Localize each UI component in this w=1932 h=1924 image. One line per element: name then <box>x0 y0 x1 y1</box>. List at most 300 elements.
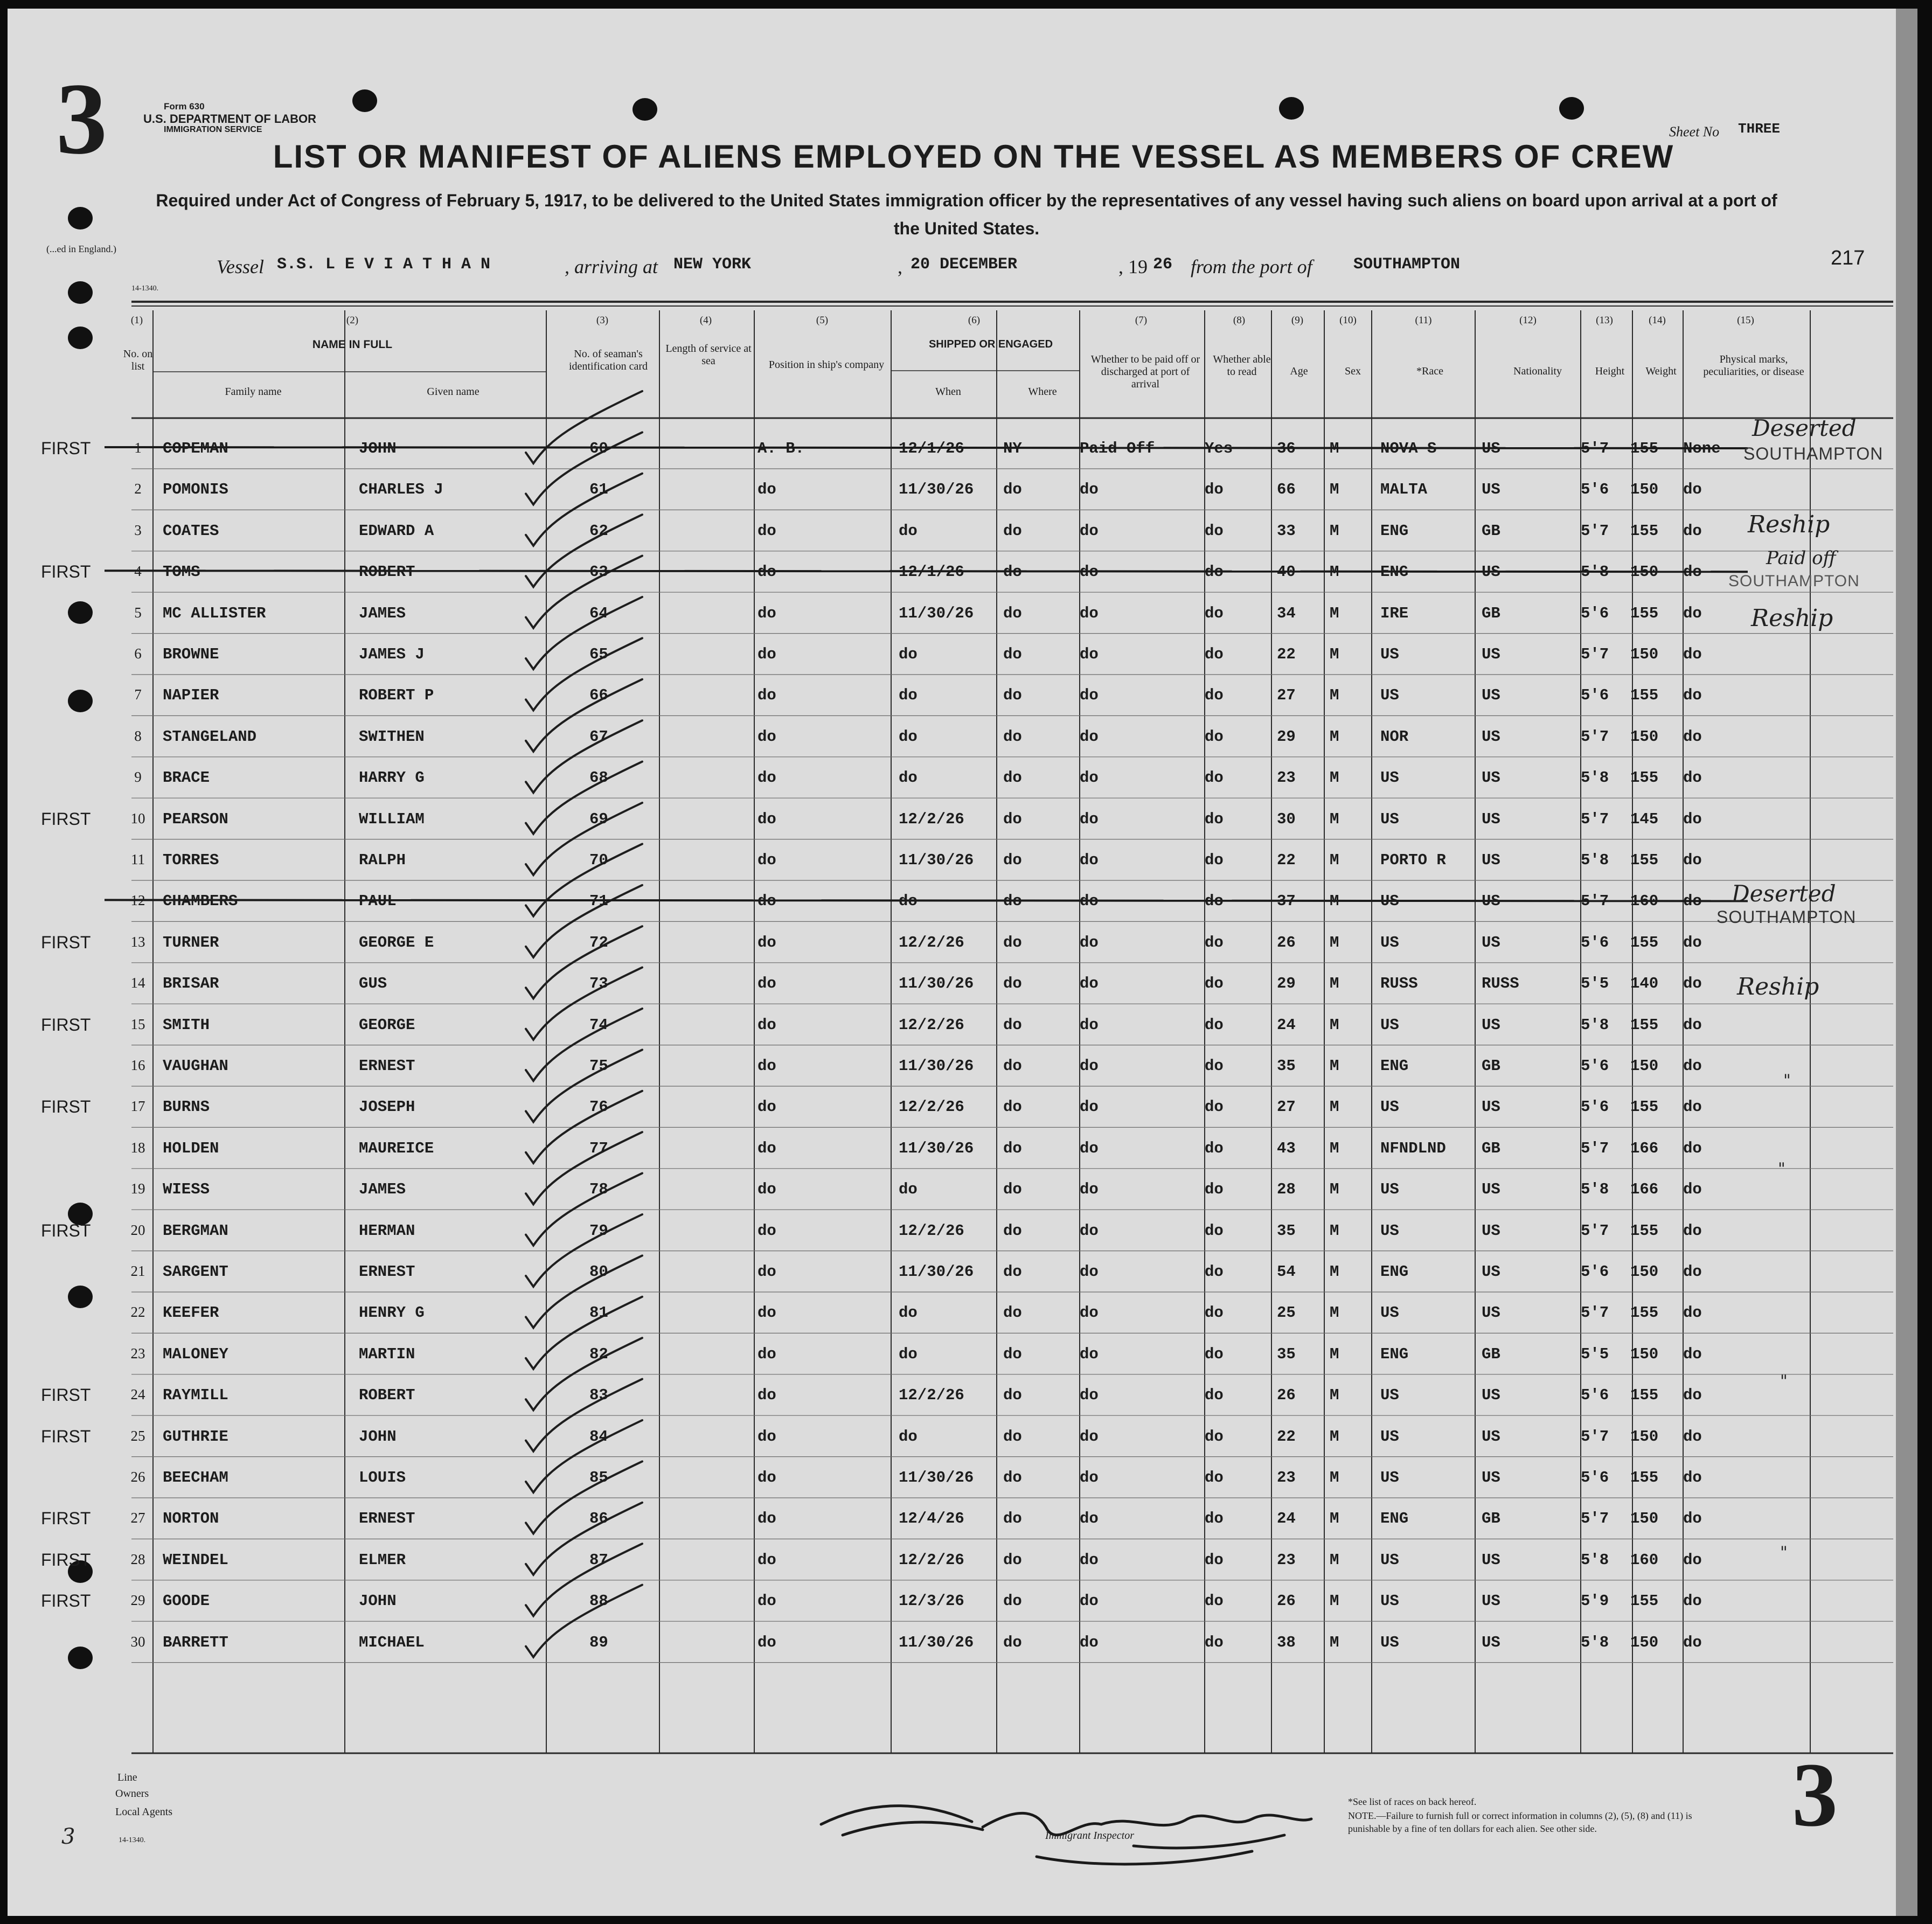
cell-where: do <box>1003 892 1022 911</box>
cell-position: do <box>757 975 776 993</box>
cell-paid: do <box>1080 1180 1099 1199</box>
cell-read: do <box>1205 1510 1224 1528</box>
cell-when: do <box>899 645 918 663</box>
cell-read: do <box>1205 1221 1224 1240</box>
cell-race: US <box>1380 1592 1399 1610</box>
cell-no: 15 <box>130 1016 145 1032</box>
cell-race: US <box>1380 769 1399 787</box>
cell-paid: do <box>1080 563 1099 581</box>
cell-no: 17 <box>130 1098 145 1115</box>
cell-height: 5'5 <box>1581 975 1609 993</box>
col-race: *Race <box>1416 365 1443 377</box>
column-number: (11) <box>1415 315 1432 326</box>
check-mark <box>526 391 642 463</box>
cell-nat: US <box>1482 1592 1500 1610</box>
cell-height: 5'6 <box>1581 604 1609 622</box>
cell-marks: None <box>1683 440 1721 457</box>
column-number: (7) <box>1135 315 1148 326</box>
cell-read: Yes <box>1205 440 1233 457</box>
cell-nat: US <box>1482 481 1500 499</box>
cell-marks: do <box>1683 1427 1702 1446</box>
cell-weight: 145 <box>1630 810 1659 828</box>
cell-sex: M <box>1330 522 1339 540</box>
cell-sex: M <box>1330 769 1339 787</box>
cell-no: 8 <box>134 727 142 744</box>
cell-marks: do <box>1683 1016 1702 1034</box>
cell-weight: 155 <box>1630 1016 1659 1034</box>
row1-annotation: Deserted <box>1752 415 1857 441</box>
cell-race: PORTO R <box>1380 851 1446 869</box>
cell-given: SWITHEN <box>359 727 425 746</box>
cell-family: WIESS <box>163 1180 210 1199</box>
cell-marks: do <box>1683 892 1702 911</box>
margin-first-label: FIRST <box>41 439 91 458</box>
cell-weight: 150 <box>1630 563 1659 581</box>
cell-height: 5'6 <box>1581 1057 1609 1075</box>
cell-read: do <box>1205 1304 1224 1322</box>
cell-sex: M <box>1330 727 1339 746</box>
cell-nat: US <box>1482 1386 1500 1405</box>
cell-where: do <box>1003 1304 1022 1322</box>
cell-when: 12/4/26 <box>899 1510 964 1528</box>
race-note: *See list of races on back hereof. <box>1348 1796 1477 1807</box>
cell-paid: do <box>1080 1386 1099 1405</box>
cell-height: 5'6 <box>1581 1098 1609 1116</box>
col-paid-off: Whether to be paid off or discharged at port of arrival <box>1090 353 1200 390</box>
cell-age: 29 <box>1277 727 1296 746</box>
cell-height: 5'8 <box>1581 1180 1609 1199</box>
cell-paid: do <box>1080 1592 1099 1610</box>
cell-given: ERNEST <box>359 1510 415 1528</box>
cell-weight: 155 <box>1630 440 1659 457</box>
check-mark <box>526 515 642 587</box>
cell-family: BRISAR <box>163 975 219 993</box>
cell-read: do <box>1205 686 1224 705</box>
cell-family: WEINDEL <box>163 1551 228 1569</box>
cell-sex: M <box>1330 975 1339 993</box>
cell-height: 5'5 <box>1581 1345 1609 1363</box>
row12-stamp: SOUTHAMPTON <box>1716 907 1857 927</box>
cell-card: 74 <box>589 1016 608 1034</box>
cell-position: do <box>757 1139 776 1157</box>
cell-position: do <box>757 1469 776 1487</box>
cell-read: do <box>1205 810 1224 828</box>
cell-height: 5'8 <box>1581 1551 1609 1569</box>
vessel-label: Vessel <box>217 256 264 277</box>
cell-sex: M <box>1330 1510 1339 1528</box>
from-label: from the port of <box>1191 256 1312 277</box>
print-code: 14-1340. <box>131 284 159 293</box>
cell-paid: do <box>1080 686 1099 705</box>
cell-sex: M <box>1330 1386 1339 1405</box>
cell-marks: do <box>1683 851 1702 869</box>
cell-card: 62 <box>589 522 608 540</box>
cell-family: COATES <box>163 522 219 540</box>
column-number: (10) <box>1339 315 1357 326</box>
cell-read: do <box>1205 851 1224 869</box>
cell-age: 22 <box>1277 1427 1296 1446</box>
cell-when: 12/2/26 <box>899 1098 964 1116</box>
row1-stamp: SOUTHAMPTON <box>1743 444 1884 463</box>
cell-weight: 150 <box>1630 727 1659 746</box>
column-number: (4) <box>699 315 712 326</box>
cell-when: 12/2/26 <box>899 933 964 951</box>
cell-card: 88 <box>589 1592 608 1610</box>
cell-no: 26 <box>130 1469 145 1485</box>
column-number: (9) <box>1291 315 1304 326</box>
cell-family: GOODE <box>163 1592 210 1610</box>
cell-race: NFNDLND <box>1380 1139 1446 1157</box>
cell-when: 12/2/26 <box>899 810 964 828</box>
cell-given: GEORGE <box>359 1016 415 1034</box>
cell-weight: 140 <box>1630 975 1659 993</box>
col-when: When <box>935 386 961 398</box>
cell-height: 5'7 <box>1581 1510 1609 1528</box>
cell-card: 69 <box>589 810 608 828</box>
cell-family: TURNER <box>163 933 219 951</box>
ditto-mark: " <box>1778 1159 1785 1178</box>
cell-nat: GB <box>1482 604 1500 622</box>
arriving-label: , arriving at <box>565 256 658 277</box>
cell-race: RUSS <box>1380 975 1418 993</box>
cell-read: do <box>1205 1551 1224 1569</box>
cell-given: ELMER <box>359 1551 406 1569</box>
cell-age: 40 <box>1277 563 1296 581</box>
cell-nat: GB <box>1482 1345 1500 1363</box>
cell-read: do <box>1205 604 1224 622</box>
col-position: Position in ship's company <box>768 359 885 371</box>
cell-sex: M <box>1330 686 1339 705</box>
ditto-mark: " <box>1780 1543 1788 1562</box>
cell-position: do <box>757 563 776 581</box>
cell-sex: M <box>1330 1016 1339 1034</box>
cell-marks: do <box>1683 1098 1702 1116</box>
cell-height: 5'7 <box>1581 1427 1609 1446</box>
cell-no: 30 <box>130 1633 145 1650</box>
cell-age: 23 <box>1277 1551 1296 1569</box>
cell-nat: US <box>1482 1304 1500 1322</box>
cell-race: US <box>1380 810 1399 828</box>
ditto-mark: " <box>1780 1372 1788 1391</box>
cell-nat: US <box>1482 933 1500 951</box>
cell-given: JAMES <box>359 1180 406 1199</box>
cell-nat: US <box>1482 727 1500 746</box>
cell-height: 5'7 <box>1581 1139 1609 1157</box>
cell-where: do <box>1003 769 1022 787</box>
check-mark <box>526 1050 642 1122</box>
cell-card: 73 <box>589 975 608 993</box>
cell-given: MAUREICE <box>359 1139 434 1157</box>
owners-label: Owners <box>115 1788 149 1800</box>
cell-card: 66 <box>589 686 608 705</box>
cell-when: do <box>899 1304 918 1322</box>
row14-annotation: Reship <box>1737 973 1819 1001</box>
cell-paid: do <box>1080 851 1099 869</box>
arrival-date: 20 DECEMBER <box>911 255 1018 274</box>
cell-family: COPEMAN <box>163 440 228 457</box>
cell-marks: do <box>1683 1057 1702 1075</box>
cell-family: HOLDEN <box>163 1139 219 1157</box>
cell-marks: do <box>1683 1263 1702 1281</box>
cell-when: do <box>899 522 918 540</box>
cell-race: US <box>1380 645 1399 663</box>
cell-given: JAMES <box>359 604 406 622</box>
col-sex: Sex <box>1345 365 1361 377</box>
cell-age: 28 <box>1277 1180 1296 1199</box>
cell-read: do <box>1205 933 1224 951</box>
cell-given: RALPH <box>359 851 406 869</box>
cell-marks: do <box>1683 1345 1702 1363</box>
cell-given: ROBERT P <box>359 686 434 705</box>
cell-race: ENG <box>1380 563 1409 581</box>
col-id-card: No. of seaman's identification card <box>568 348 648 372</box>
cell-nat: GB <box>1482 522 1500 540</box>
inspector-label: Immigrant Inspector <box>1045 1830 1134 1842</box>
cell-given: HENRY G <box>359 1304 425 1322</box>
cell-given: MICHAEL <box>359 1633 425 1651</box>
cell-sex: M <box>1330 1098 1339 1116</box>
cell-family: MC ALLISTER <box>163 604 266 622</box>
cell-when: 12/3/26 <box>899 1592 964 1610</box>
cell-race: NOR <box>1380 727 1409 746</box>
margin-first-label: FIRST <box>41 1426 91 1446</box>
cell-marks: do <box>1683 1386 1702 1405</box>
cell-nat: GB <box>1482 1139 1500 1157</box>
cell-race: ENG <box>1380 1057 1409 1075</box>
cell-no: 1 <box>134 440 142 456</box>
cell-race: ENG <box>1380 1263 1409 1281</box>
manifest-page <box>8 9 1917 1916</box>
cell-when: 12/2/26 <box>899 1221 964 1240</box>
row3-annotation: Reship <box>1748 511 1830 538</box>
cell-position: do <box>757 769 776 787</box>
cell-height: 5'8 <box>1581 563 1609 581</box>
cell-no: 7 <box>134 686 142 703</box>
margin-first-label: FIRST <box>41 1385 91 1405</box>
cell-height: 5'8 <box>1581 851 1609 869</box>
sheet-number-big: 3 <box>56 62 107 176</box>
cell-where: do <box>1003 1057 1022 1075</box>
cell-marks: do <box>1683 1592 1702 1610</box>
cell-where: do <box>1003 1551 1022 1569</box>
margin-first-label: FIRST <box>41 1591 91 1611</box>
cell-no: 13 <box>130 933 145 950</box>
cell-read: do <box>1205 727 1224 746</box>
cell-position: do <box>757 810 776 828</box>
cell-no: 29 <box>130 1592 145 1609</box>
cell-no: 25 <box>130 1427 145 1444</box>
cell-family: KEEFER <box>163 1304 219 1322</box>
cell-card: 79 <box>589 1221 608 1240</box>
cell-family: BERGMAN <box>163 1221 228 1240</box>
cell-marks: do <box>1683 563 1702 581</box>
cell-when: 12/2/26 <box>899 1016 964 1034</box>
cell-paid: do <box>1080 645 1099 663</box>
cell-given: JOHN <box>359 440 397 457</box>
page-title: LIST OR MANIFEST OF ALIENS EMPLOYED ON THE VESSEL AS MEMBERS OF CREW <box>273 138 1674 175</box>
cell-family: STANGELAND <box>163 727 257 746</box>
cell-given: PAUL <box>359 892 397 911</box>
col-shipped-engaged: SHIPPED OR ENGAGED <box>928 338 1053 350</box>
cell-height: 5'7 <box>1581 727 1609 746</box>
cell-read: do <box>1205 1592 1224 1610</box>
cell-when: 11/30/26 <box>899 1469 974 1487</box>
cell-given: JAMES J <box>359 645 425 663</box>
cell-family: MALONEY <box>163 1345 228 1363</box>
cell-no: 5 <box>134 604 142 621</box>
cell-no: 14 <box>130 975 145 991</box>
cell-age: 30 <box>1277 810 1296 828</box>
cell-card: 82 <box>589 1345 608 1363</box>
cell-marks: do <box>1683 1551 1702 1569</box>
cell-read: do <box>1205 892 1224 911</box>
cell-age: 38 <box>1277 1633 1296 1651</box>
cell-height: 5'7 <box>1581 1221 1609 1240</box>
cell-marks: do <box>1683 604 1702 622</box>
cell-where: do <box>1003 1592 1022 1610</box>
cell-height: 5'6 <box>1581 1469 1609 1487</box>
cell-marks: do <box>1683 1139 1702 1157</box>
cell-position: do <box>757 1016 776 1034</box>
cell-age: 66 <box>1277 481 1296 499</box>
cell-weight: 155 <box>1630 522 1659 540</box>
cell-paid: do <box>1080 1139 1099 1157</box>
printed-note: (...ed in England.) <box>46 244 116 254</box>
cell-position: do <box>757 522 776 540</box>
cell-weight: 155 <box>1630 1304 1659 1322</box>
col-physical-marks: Physical marks, peculiarities, or disease <box>1703 353 1804 378</box>
cell-no: 10 <box>130 810 145 826</box>
cell-read: do <box>1205 522 1224 540</box>
cell-family: BROWNE <box>163 645 219 663</box>
cell-card: 61 <box>589 481 608 499</box>
cell-family: POMONIS <box>163 481 228 499</box>
cell-race: US <box>1380 1180 1399 1199</box>
cell-weight: 160 <box>1630 1551 1659 1569</box>
cell-card: 71 <box>589 892 608 911</box>
cell-family: BRACE <box>163 769 210 787</box>
cell-weight: 155 <box>1630 1098 1659 1116</box>
cell-when: 12/2/26 <box>899 1551 964 1569</box>
cell-where: do <box>1003 1180 1022 1199</box>
cell-no: 6 <box>134 645 142 662</box>
col-height: Height <box>1595 365 1625 377</box>
cell-family: PEARSON <box>163 810 228 828</box>
column-number: (2) <box>346 315 359 326</box>
cell-age: 26 <box>1277 1386 1296 1405</box>
cell-family: GUTHRIE <box>163 1427 228 1446</box>
cell-where: do <box>1003 1098 1022 1116</box>
cell-family: SMITH <box>163 1016 210 1034</box>
vessel-name: S.S. L E V I A T H A N <box>277 255 491 274</box>
column-number: (13) <box>1596 315 1613 326</box>
margin-first-label: FIRST <box>41 1509 91 1529</box>
cell-when: do <box>899 1345 918 1363</box>
cell-weight: 155 <box>1630 851 1659 869</box>
footer-print-code: 14-1340. <box>119 1836 146 1844</box>
cell-weight: 150 <box>1630 1057 1659 1075</box>
col-name-in-full: NAME IN FULL <box>312 338 393 351</box>
check-marks <box>526 391 642 1657</box>
cell-card: 65 <box>589 645 608 663</box>
margin-first-label: FIRST <box>41 1015 91 1034</box>
row12-annotation: Deserted <box>1732 880 1836 907</box>
arrival-year: 26 <box>1153 255 1173 274</box>
cell-paid: do <box>1080 522 1099 540</box>
col-given-name: Given name <box>427 386 479 398</box>
cell-paid: do <box>1080 1427 1099 1446</box>
cell-age: 36 <box>1277 440 1296 457</box>
department-name: U.S. DEPARTMENT OF LABOR <box>143 112 317 126</box>
row5-annotation: Reship <box>1751 605 1833 632</box>
corner-mark: 3 <box>61 1824 75 1849</box>
cell-when: do <box>899 892 918 911</box>
cell-given: LOUIS <box>359 1469 406 1487</box>
cell-position: do <box>757 1551 776 1569</box>
cell-marks: do <box>1683 522 1702 540</box>
cell-paid: do <box>1080 769 1099 787</box>
cell-given: HERMAN <box>359 1221 415 1240</box>
cell-when: do <box>899 686 918 705</box>
cell-sex: M <box>1330 1263 1339 1281</box>
cell-sex: M <box>1330 851 1339 869</box>
cell-when: 11/30/26 <box>899 1633 974 1651</box>
cell-where: do <box>1003 727 1022 746</box>
cell-nat: US <box>1482 440 1500 457</box>
cell-when: 11/30/26 <box>899 851 974 869</box>
cell-read: do <box>1205 1139 1224 1157</box>
cell-paid: do <box>1080 1304 1099 1322</box>
cell-nat: US <box>1482 686 1500 705</box>
cell-sex: M <box>1330 1551 1339 1569</box>
cell-race: US <box>1380 1633 1399 1651</box>
cell-nat: US <box>1482 645 1500 663</box>
cell-height: 5'6 <box>1581 1386 1609 1405</box>
cell-height: 5'8 <box>1581 769 1609 787</box>
cell-paid: do <box>1080 1633 1099 1651</box>
cell-age: 23 <box>1277 1469 1296 1487</box>
cell-where: do <box>1003 645 1022 663</box>
cell-no: 21 <box>130 1263 145 1279</box>
year-prefix: , 19 <box>1118 256 1148 277</box>
column-number: (14) <box>1649 315 1666 326</box>
cell-read: do <box>1205 1427 1224 1446</box>
cell-weight: 160 <box>1630 892 1659 911</box>
cell-family: BURNS <box>163 1098 210 1116</box>
strike-line <box>105 900 1748 901</box>
column-number: (15) <box>1737 315 1754 326</box>
cell-where: do <box>1003 933 1022 951</box>
cell-where: do <box>1003 810 1022 828</box>
check-mark <box>526 926 642 998</box>
sheet-number-big-footer: 3 <box>1792 1744 1838 1845</box>
cell-paid: do <box>1080 975 1099 993</box>
cell-family: SARGENT <box>163 1263 228 1281</box>
page-number: 217 <box>1831 247 1865 269</box>
cell-position: do <box>757 892 776 911</box>
cell-nat: US <box>1482 851 1500 869</box>
cell-where: do <box>1003 851 1022 869</box>
agents-label: Local Agents <box>115 1806 173 1818</box>
cell-paid: do <box>1080 892 1099 911</box>
col-length-service: Length of service at sea <box>665 343 752 367</box>
cell-nat: RUSS <box>1482 975 1519 993</box>
cell-age: 26 <box>1277 933 1296 951</box>
cell-family: RAYMILL <box>163 1386 228 1405</box>
cell-family: BARRETT <box>163 1633 228 1651</box>
check-mark <box>526 720 642 793</box>
col-where: Where <box>1028 386 1057 398</box>
